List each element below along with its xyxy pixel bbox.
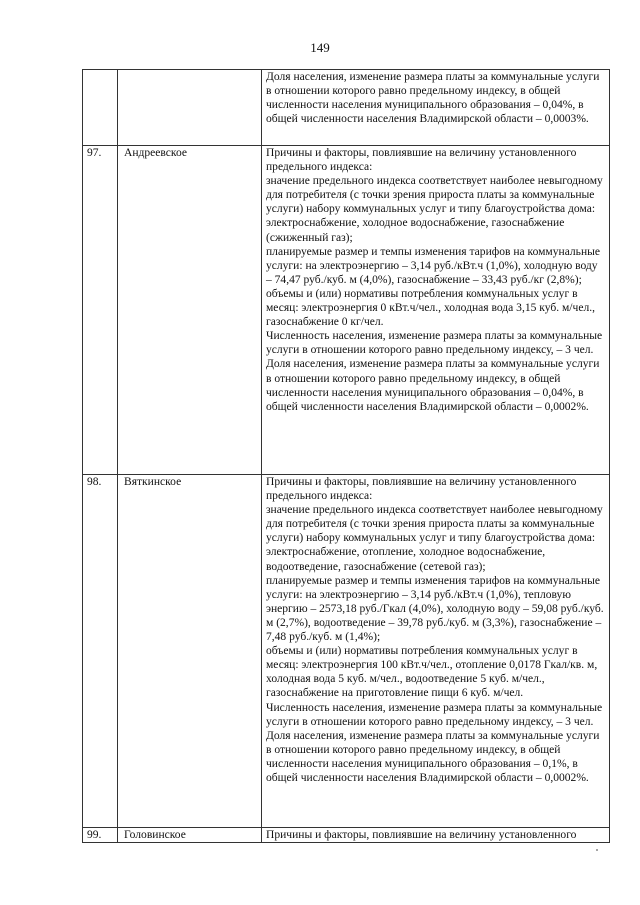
paragraph: Причины и факторы, повлиявшие на величину установленного предельного индекса:: [266, 476, 577, 503]
page-number: 149: [310, 40, 330, 55]
paragraph: Доля населения, изменение размера платы за коммунальные услуги в отношении которого равно предельному индексу, в общей численности населения муниципального образования – 0,04%, в общей численности населения Владимирской области – 0,0003%.: [266, 71, 600, 126]
row-number: 98.: [83, 475, 118, 828]
paragraph: Численность населения, изменение размера платы за коммунальные услуги в отношении которого равно предельному индексу, – 3 чел.: [266, 330, 603, 357]
paragraph: планируемые размер и темпы изменения тарифов на коммунальные услуги: на электроэнергию – 3,14 руб./кВт.ч (1,0%), тепловую энергию – 2573,18 руб./Гкал (4,0%), холодную воду – 59,08 руб./куб. м (2,7%), водоотведение – 39,78 руб./куб. м (3,3%), газоснабжение – 7,48 руб./куб. м (1,4%);: [266, 574, 604, 644]
paragraph: планируемые размер и темпы изменения тарифов на коммунальные услуги: на электроэнергию – 3,14 руб./кВт.ч (1,0%), холодную воду – 74,47 руб./куб. м (4,0%), газоснабжение – 33,43 руб./кг (2,8%);: [266, 245, 601, 286]
paragraph: Численность населения, изменение размера платы за коммунальные услуги в отношении которого равно предельному индексу, – 3 чел.: [266, 701, 603, 728]
municipality-name: Головинское: [118, 828, 262, 843]
paragraph: объемы и (или) нормативы потребления коммунальных услуг в месяц: электроэнергия 0 кВт.ч/чел., холодная вода 3,15 куб. м/чел., газоснабжение 0 кг/чел.: [266, 287, 595, 329]
paragraph: объемы и (или) нормативы потребления коммунальных услуг в месяц: электроэнергия 100 кВт.ч/чел., отопление 0,0178 Гкал/кв. м, холодная вода 5 куб. м/чел., водоотведение 5 куб. м/чел., газоснабжение на приготовление пищи 6 куб. м/чел.: [266, 645, 598, 700]
table-row: [83, 828, 610, 843]
paragraph: значение предельного индекса соответствует наиболее невыгодному для потребителя (с точки зрения прироста платы за коммунальные услуги) набору коммунальных услуг и типу благоустройства дома: электроснабжение, отопление, холодное водоснабжение, водоотведение, газоснабжение (сетевой газ);: [266, 504, 603, 573]
row-number: [83, 70, 118, 146]
paragraph: Доля населения, изменение размера платы за коммунальные услуги в отношении которого равно предельному индексу, в общей численности населения муниципального образования – 0,1%, в общей численности населения Владимирской области – 0,0002%.: [266, 729, 600, 784]
row-description: [262, 70, 610, 146]
row-number: 97.: [83, 146, 118, 475]
paragraph: значение предельного индекса соответствует наиболее невыгодному для потребителя (с точки зрения прироста платы за коммунальные услуги) набору коммунальных услуг и типу благоустройства дома: электроснабжение, холодное водоснабжение, газоснабжение (сжиженный газ);: [266, 175, 603, 244]
row-description: [262, 475, 610, 828]
table-row: [83, 146, 610, 475]
municipality-name: [118, 70, 262, 146]
paragraph: Причины и факторы, повлиявшие на величину установленного предельного индекса:: [266, 147, 577, 174]
municipality-name: Вяткинское: [118, 475, 262, 828]
row-description: [262, 828, 610, 843]
scan-speck: [596, 849, 598, 851]
table-row: [83, 70, 610, 146]
municipality-name: Андреевское: [118, 146, 262, 475]
row-description: [262, 146, 610, 475]
paragraph: Причины и факторы, повлиявшие на величину установленного: [266, 829, 577, 841]
table-row: [83, 475, 610, 828]
paragraph: Доля населения, изменение размера платы за коммунальные услуги в отношении которого равно предельному индексу, в общей численности населения муниципального образования – 0,04%, в общей численности населения Владимирской области – 0,0002%.: [266, 358, 600, 413]
row-number: 99.: [83, 828, 118, 843]
municipality-index-table: [82, 69, 610, 843]
